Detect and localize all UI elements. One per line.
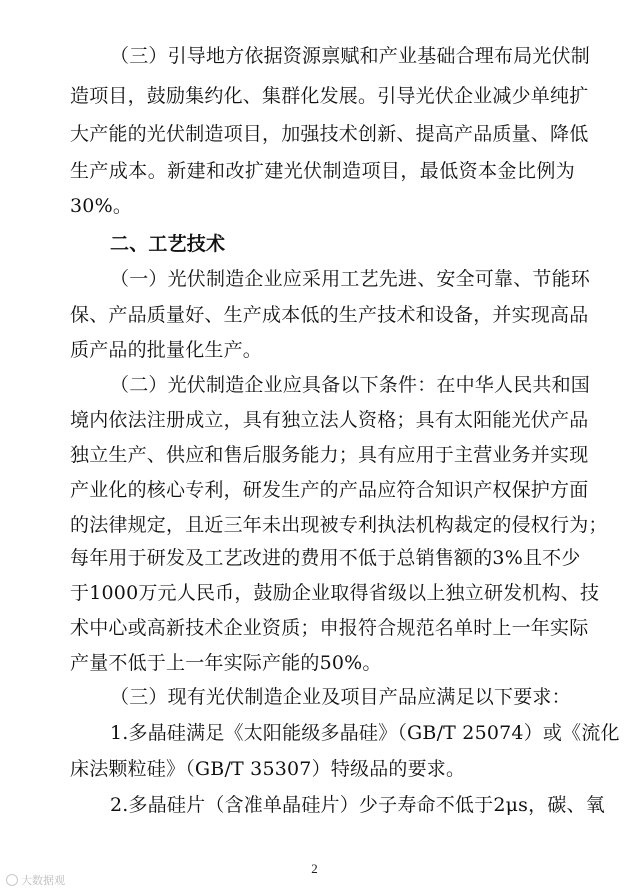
paragraph-line: （三）引导地方依据资源禀赋和产业基础合理布局光伏制 <box>110 45 591 67</box>
paragraph-line: 1.多晶硅满足《太阳能级多晶硅》（GB/T 25074）或《流化 <box>110 722 620 744</box>
paragraph-line: 保、产品质量好、生产成本低的生产技术和设备，并实现高品 <box>70 304 589 326</box>
paragraph-line: 床法颗粒硅》（GB/T 35307）特级品的要求。 <box>70 758 466 780</box>
paragraph-line: 每年用于研发及工艺改进的费用不低于总销售额的3%且不少 <box>70 547 581 569</box>
paragraph-line: 的法律规定，且近三年未出现被专利执法机构裁定的侵权行为； <box>70 514 608 536</box>
paragraph-line: （一）光伏制造企业应采用工艺先进、安全可靠、节能环 <box>110 268 591 290</box>
paragraph-line: 大产能的光伏制造项目，加强技术创新、提高产品质量、降低 <box>70 123 589 145</box>
paragraph-line: 30%。 <box>70 195 133 217</box>
paragraph-line: 2.多晶硅片（含准单晶硅片）少子寿命不低于2μs，碳、氧 <box>110 794 605 816</box>
watermark <box>6 872 65 888</box>
paragraph-line: 生产成本。新建和改扩建光伏制造项目，最低资本金比例为 <box>70 160 575 182</box>
paragraph-line: 造项目，鼓励集约化、集群化发展。引导光伏企业减少单纯扩 <box>70 85 589 107</box>
paragraph-line: （三）现有光伏制造企业及项目产品应满足以下要求： <box>110 686 571 708</box>
watermark-logo-icon <box>6 874 18 886</box>
paragraph-line: 产量不低于上一年实际产能的50%。 <box>70 652 382 674</box>
paragraph-line: 术中心或高新技术企业资质；申报符合规范名单时上一年实际 <box>70 617 589 639</box>
paragraph-line: 于1000万元人民币，鼓励企业取得省级以上独立研发机构、技 <box>70 582 600 604</box>
page-number: 2 <box>311 861 318 876</box>
paragraph-line: 独立生产、供应和售后服务能力；具有应用于主营业务并实现 <box>70 444 589 466</box>
paragraph-line: 产业化的核心专利，研发生产的产品应符合知识产权保护方面 <box>70 479 589 501</box>
paragraph-line: （二）光伏制造企业应具备以下条件：在中华人民共和国 <box>110 374 591 396</box>
paragraph-line: 境内依法注册成立，具有独立法人资格；具有太阳能光伏产品 <box>70 409 589 431</box>
paragraph-line: 质产品的批量化生产。 <box>70 339 263 361</box>
watermark-text: 大数据观 <box>21 874 65 887</box>
section-heading: 二、工艺技术 <box>110 233 226 255</box>
